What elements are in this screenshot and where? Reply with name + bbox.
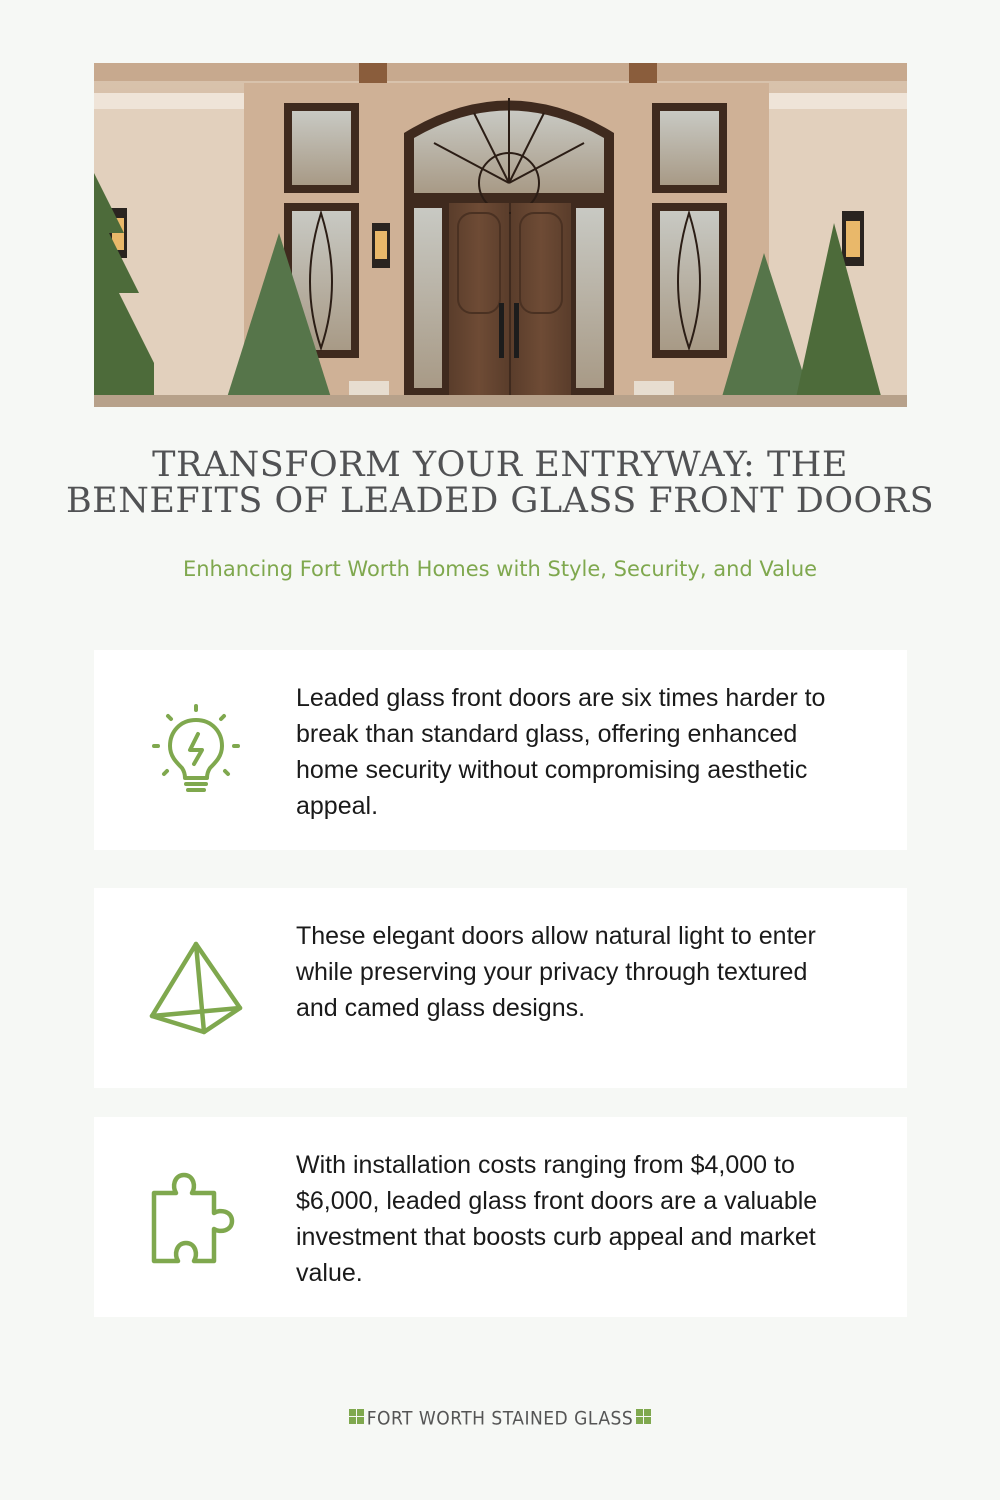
logo-mark-right bbox=[636, 1409, 651, 1424]
page-subtitle: Enhancing Fort Worth Homes with Style, Security, and Value bbox=[182, 557, 818, 581]
hero-image bbox=[94, 63, 907, 407]
pyramid-icon bbox=[146, 938, 246, 1038]
benefit-card-security bbox=[94, 650, 907, 850]
brand-name: FORT WORTH STAINED GLASS bbox=[366, 1407, 634, 1430]
benefit-card-privacy bbox=[94, 888, 907, 1088]
logo-mark-left bbox=[349, 1409, 364, 1424]
puzzle-icon bbox=[146, 1167, 246, 1267]
benefit-text: Leaded glass front doors are six times harder to break than standard glass, offering enhanced home security without compromising aesthetic appeal. bbox=[296, 684, 826, 820]
page-title: TRANSFORM YOUR ENTRYWAY: THE BENEFITS OF LEADED GLASS FRONT DOORS bbox=[65, 445, 935, 521]
brand-logo bbox=[0, 1407, 1000, 1430]
benefit-text: With installation costs ranging from $4,000 to $6,000, leaded glass front doors are a valuable investment that boosts curb appeal and market value. bbox=[296, 1151, 818, 1287]
lightbulb-icon bbox=[146, 700, 246, 800]
benefit-text: These elegant doors allow natural light to enter while preserving your privacy through textured and camed glass designs. bbox=[296, 922, 816, 1022]
benefit-card-value bbox=[94, 1117, 907, 1317]
